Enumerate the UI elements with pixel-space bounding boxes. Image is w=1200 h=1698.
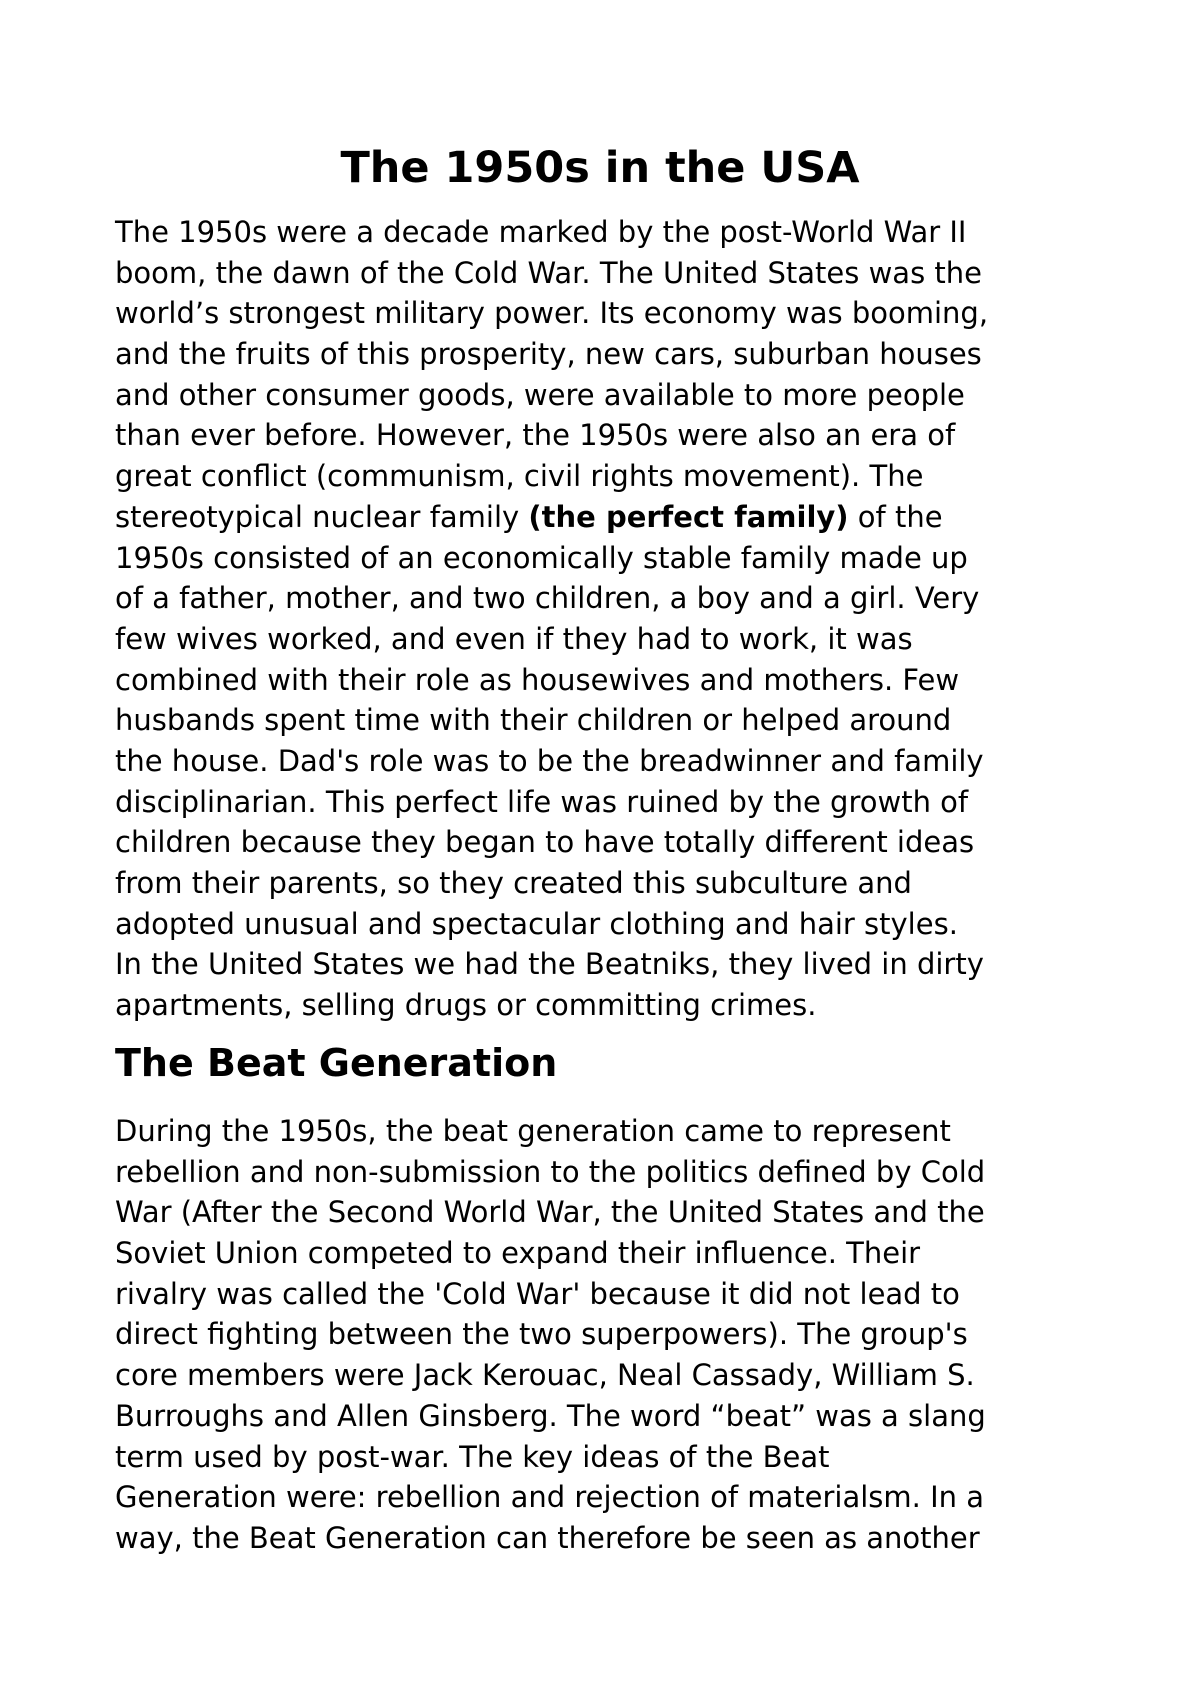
- beat-line: During the 1950s, the beat generation came to represent: [115, 1114, 951, 1148]
- intro-line: apartments, selling drugs or committing crimes.: [115, 988, 817, 1023]
- intro-line: few wives worked, and even if they had to work, it was: [115, 621, 913, 656]
- beat-line: term used by post-war. The key ideas of the Beat: [115, 1439, 830, 1474]
- intro-line-segment: stereotypical nuclear family: [115, 499, 529, 534]
- intro-line: combined with their role as housewives and mothers. Few: [115, 662, 960, 697]
- intro-line: children because they began to have totally different ideas: [115, 825, 975, 860]
- section-heading: The Beat Generation: [115, 1041, 558, 1085]
- beat-line: rebellion and non-submission to the politics defined by Cold: [115, 1154, 986, 1189]
- intro-line: disciplinarian. This perfect life was ruined by the growth of: [115, 784, 969, 819]
- intro-line: from their parents, so they created this subculture and: [115, 866, 912, 900]
- intro-line: and other consumer goods, were available to more people: [115, 377, 965, 412]
- intro-line: the house. Dad's role was to be the breadwinner and family: [115, 743, 984, 778]
- perfect-family-emphasis: (the perfect family): [528, 499, 849, 534]
- intro-line: great conflict (communism, civil rights movement). The: [115, 459, 924, 494]
- intro-line-segment: of the: [848, 499, 943, 534]
- beat-line: Burroughs and Allen Ginsberg. The word “beat” was a slang: [115, 1398, 986, 1433]
- beat-line: direct fighting between the two superpowers). The group's: [115, 1317, 968, 1352]
- intro-line: In the United States we had the Beatniks, they lived in dirty: [115, 947, 984, 982]
- intro-line: boom, the dawn of the Cold War. The United States was the: [115, 255, 982, 290]
- beat-line: rivalry was called the 'Cold War' because it did not lead to: [115, 1276, 960, 1311]
- intro-line: 1950s consisted of an economically stable family made up: [115, 540, 968, 575]
- intro-paragraph: [115, 212, 1115, 1026]
- beat-paragraph: [115, 1111, 1115, 1559]
- intro-line: and the fruits of this prosperity, new cars, suburban houses: [115, 337, 982, 372]
- intro-line: husbands spent time with their children or helped around: [115, 703, 952, 738]
- beat-line: way, the Beat Generation can therefore be seen as another: [115, 1520, 980, 1555]
- beat-line: Soviet Union competed to expand their influence. Their: [115, 1236, 921, 1271]
- beat-line: War (After the Second World War, the United States and the: [115, 1195, 985, 1230]
- document-title: The 1950s in the USA: [340, 143, 860, 193]
- intro-line: world’s strongest military power. Its economy was booming,: [115, 296, 989, 331]
- beat-line: Generation were: rebellion and rejection of materialsm. In a: [115, 1480, 985, 1515]
- intro-line: of a father, mother, and two children, a boy and a girl. Very: [115, 581, 980, 616]
- intro-line: than ever before. However, the 1950s were also an era of: [115, 418, 956, 453]
- beat-line: core members were Jack Kerouac, Neal Cassady, William S.: [115, 1358, 975, 1393]
- intro-line: adopted unusual and spectacular clothing and hair styles.: [115, 906, 958, 941]
- intro-line-with-bold: [115, 497, 1115, 538]
- intro-line: The 1950s were a decade marked by the post-World War II: [115, 215, 967, 249]
